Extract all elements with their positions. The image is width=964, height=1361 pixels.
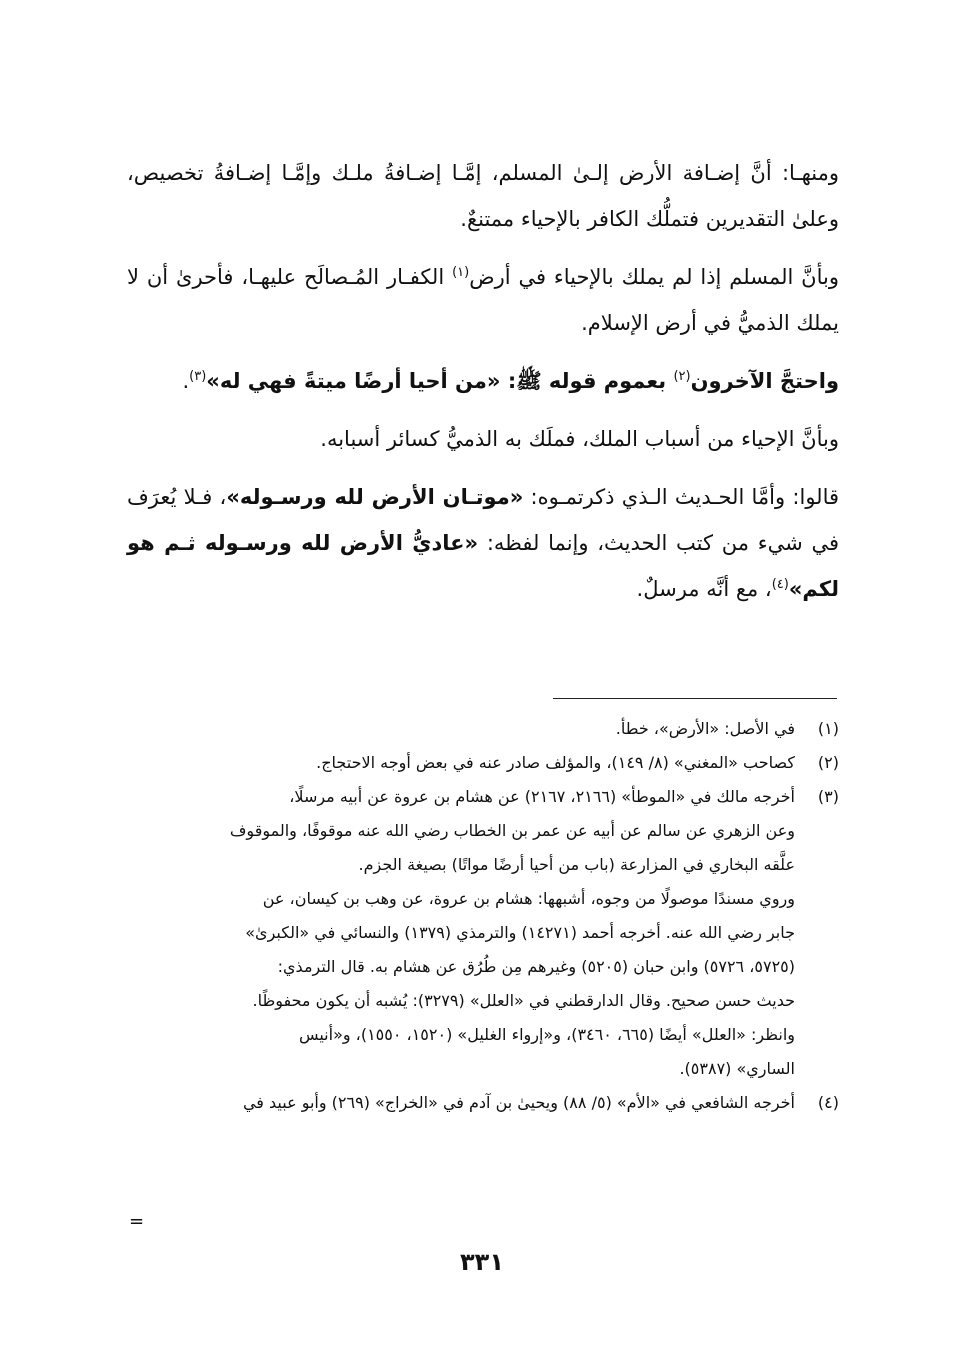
footnote-line: في الأصل: «الأرض»، خطأ.	[615, 719, 795, 738]
footnote-ref-2[interactable]: (٢)	[673, 369, 691, 384]
paragraph-1-text: ومنهـا: أنَّ إضـافة الأرض إلـىٰ المسلم، إمَّـا إضـافةُ ملـك وإمَّـا إضـافةُ تخصيص، وعلىٰ التقديرين فتملُّك الكافر بالإحياء ممتنعٌ.	[127, 161, 839, 231]
footnote-line: أخرجه مالك في «الموطأ» (٢١٦٦، ٢١٦٧) عن هشام بن عروة عن أبيه مرسلًا،	[289, 787, 795, 806]
paragraph-2	[127, 254, 839, 346]
hadith-quote: «من أحيا أرضًا ميتةً فهي له»	[206, 369, 501, 393]
paragraph-1	[127, 150, 839, 242]
hadith-quote-2: «عاديُّ الأرض لله ورسـوله ثـم هو لكم»	[127, 531, 839, 601]
footnote-text	[127, 780, 795, 1086]
footnote-line: وعن الزهري عن سالم عن أبيه عن عمر بن الخطاب رضي الله عنه موقوفًا، والموقوف	[229, 821, 795, 840]
main-text	[127, 150, 839, 624]
footnote-text	[127, 712, 795, 746]
footnote-3	[127, 780, 839, 1086]
footnote-divider	[553, 698, 837, 699]
footnote-number: (٤)	[817, 1093, 839, 1112]
footnote-line: أخرجه الشافعي في «الأم» (٥/ ٨٨) ويحيىٰ بن آدم في «الخراج» (٢٦٩) وأبو عبيد في	[242, 1093, 795, 1112]
continuation-mark: =	[129, 1211, 145, 1232]
footnote-line: وروي مسندًا موصولًا من وجوه، أشبهها: هشام بن عروة، عن وهب بن كيسان، عن	[262, 889, 795, 908]
footnote-ref-3[interactable]: (٣)	[189, 369, 207, 384]
hadith-quote-1: «موتـان الأرض لله ورسـوله»	[226, 485, 524, 509]
footnote-number: (٢)	[817, 753, 839, 772]
footnote-number: (١)	[817, 719, 839, 738]
paragraph-3-text-b: بعموم قوله ﷺ:	[500, 369, 674, 393]
paragraph-3-end: .	[182, 369, 190, 393]
paragraph-2-text-b: الكفـار المُـصالَح عليهـا، فأحرىٰ أن لا يملك الذميُّ في أرض الإسلام.	[127, 265, 839, 335]
footnote-4	[127, 1086, 839, 1120]
footnote-text	[127, 1086, 795, 1120]
paragraph-5	[127, 474, 839, 612]
paragraph-5-text-a: قالوا: وأمَّا الحـديث الـذي ذكرتمـوه:	[523, 485, 839, 509]
footnote-ref-4[interactable]: (٤)	[771, 577, 789, 592]
paragraph-4	[127, 416, 839, 462]
footnote-line: وانظر: «العلل» أيضًا (٦٦٥، ٣٤٦٠)، و«إرواء الغليل» (١٥٢٠، ١٥٥٠)، و«أنيس	[298, 1025, 795, 1044]
paragraph-5-text-b: ، فـلا يُعرَف في شيء من كتب الحديث، وإنما لفظه:	[127, 485, 839, 555]
footnote-number: (٣)	[817, 787, 839, 806]
paragraph-3	[127, 358, 839, 404]
footnotes	[127, 712, 839, 1120]
footnote-line: علَّقه البخاري في المزارعة (باب من أحيا أرضًا مواتًا) بصيغة الجزم.	[358, 855, 795, 874]
footnote-text	[127, 746, 795, 780]
paragraph-3-text-a: واحتجَّ الآخرون	[690, 369, 839, 393]
footnote-line: حديث حسن صحيح. وقال الدارقطني في «العلل» (٣٢٧٩): يُشبه أن يكون محفوظًا.	[252, 991, 795, 1010]
paragraph-5-end: ، مع أنَّه مرسلٌ.	[636, 577, 772, 601]
footnote-line: كصاحب «المغني» (٨/ ١٤٩)، والمؤلف صادر عنه في بعض أوجه الاحتجاج.	[316, 753, 795, 772]
paragraph-2-text-a: وبأنَّ المسلم إذا لم يملك بالإحياء في أرض	[469, 265, 839, 289]
page-number: ٣٣١	[460, 1248, 504, 1276]
footnote-1	[127, 712, 839, 746]
footnote-line: جابر رضي الله عنه. أخرجه أحمد (١٤٢٧١) والترمذي (١٣٧٩) والنسائي في «الكبرىٰ»	[245, 923, 795, 942]
footnote-ref-1[interactable]: (١)	[452, 265, 470, 280]
paragraph-4-text: وبأنَّ الإحياء من أسباب الملك، فملَك به الذميُّ كسائر أسبابه.	[320, 427, 839, 451]
footnote-line: (٥٧٢٥، ٥٧٢٦) وابن حبان (٥٢٠٥) وغيرهم مِن طُرُق عن هشام به. قال الترمذي:	[277, 957, 795, 976]
footnote-2	[127, 746, 839, 780]
footnote-line: الساري» (٥٣٨٧).	[679, 1059, 795, 1078]
